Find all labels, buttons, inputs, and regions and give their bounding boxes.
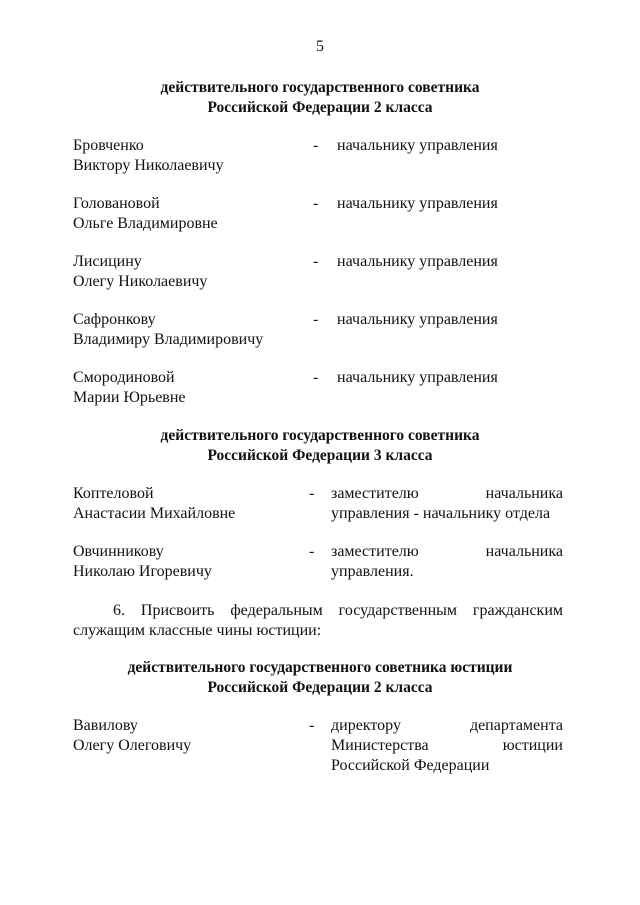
dash: - xyxy=(313,369,319,386)
position xyxy=(331,716,563,776)
position-line: заместителю начальника xyxy=(331,485,563,502)
position-line: управления. xyxy=(331,563,414,580)
paragraph-6 xyxy=(73,601,563,641)
given-name: Анастасии Михайловне xyxy=(73,505,236,522)
heading-line: Российской Федерации 3 класса xyxy=(207,447,433,464)
given-name: Ольге Владимировне xyxy=(73,215,218,232)
position-line: директору департамента xyxy=(331,717,563,734)
surname: Вавилову xyxy=(73,717,138,734)
dash: - xyxy=(313,137,319,154)
person-name xyxy=(73,484,235,524)
given-name: Виктору Николаевичу xyxy=(73,157,224,174)
page-number: 5 xyxy=(316,38,324,55)
person-name xyxy=(73,136,224,176)
surname: Бровченко xyxy=(73,137,144,154)
dash: - xyxy=(313,311,319,328)
surname: Головановой xyxy=(73,195,160,212)
surname: Лисицину xyxy=(73,253,142,270)
position-line: заместителю начальника xyxy=(331,543,563,560)
dash: - xyxy=(313,253,319,270)
given-name: Олегу Николаевичу xyxy=(73,273,208,290)
person-name xyxy=(73,194,218,234)
heading-line: действительного государственного советника xyxy=(160,79,480,96)
person-name xyxy=(73,310,263,350)
surname: Овчинникову xyxy=(73,543,164,560)
position-line: управления - начальнику отдела xyxy=(331,505,551,522)
position-line: Российской Федерации xyxy=(331,757,490,774)
heading-line: Российской Федерации 2 класса xyxy=(207,99,433,116)
position xyxy=(331,484,563,524)
surname: Коптеловой xyxy=(73,485,154,502)
person-name xyxy=(73,716,191,756)
dash: - xyxy=(309,717,315,734)
given-name: Николаю Игоревичу xyxy=(73,563,212,580)
position: начальнику управления xyxy=(337,369,498,386)
person-name xyxy=(73,542,212,582)
section-heading-3-class xyxy=(0,426,640,466)
surname: Сафронкову xyxy=(73,311,156,328)
given-name: Марии Юрьевне xyxy=(73,389,186,406)
dash: - xyxy=(313,195,319,212)
position: начальнику управления xyxy=(337,311,498,328)
heading-line: Российской Федерации 2 класса xyxy=(207,679,433,696)
position: начальнику управления xyxy=(337,137,498,154)
dash: - xyxy=(309,485,315,502)
section-heading-justice xyxy=(0,658,640,698)
position-line: Министерства юстиции xyxy=(331,737,563,754)
paragraph-line: служащим классные чины юстиции: xyxy=(73,622,322,639)
person-name xyxy=(73,252,207,292)
position: начальнику управления xyxy=(337,253,498,270)
heading-line: действительного государственного советника xyxy=(160,427,480,444)
position xyxy=(331,542,563,582)
dash: - xyxy=(309,543,315,560)
person-name xyxy=(73,368,186,408)
section-heading-2-class xyxy=(0,78,640,118)
given-name: Владимиру Владимировичу xyxy=(73,331,264,348)
paragraph-line: 6. Присвоить федеральным государственным гражданским xyxy=(113,602,563,619)
given-name: Олегу Олеговичу xyxy=(73,737,192,754)
surname: Смородиновой xyxy=(73,369,175,386)
heading-line: действительного государственного советника юстиции xyxy=(127,659,513,676)
position: начальнику управления xyxy=(337,195,498,212)
